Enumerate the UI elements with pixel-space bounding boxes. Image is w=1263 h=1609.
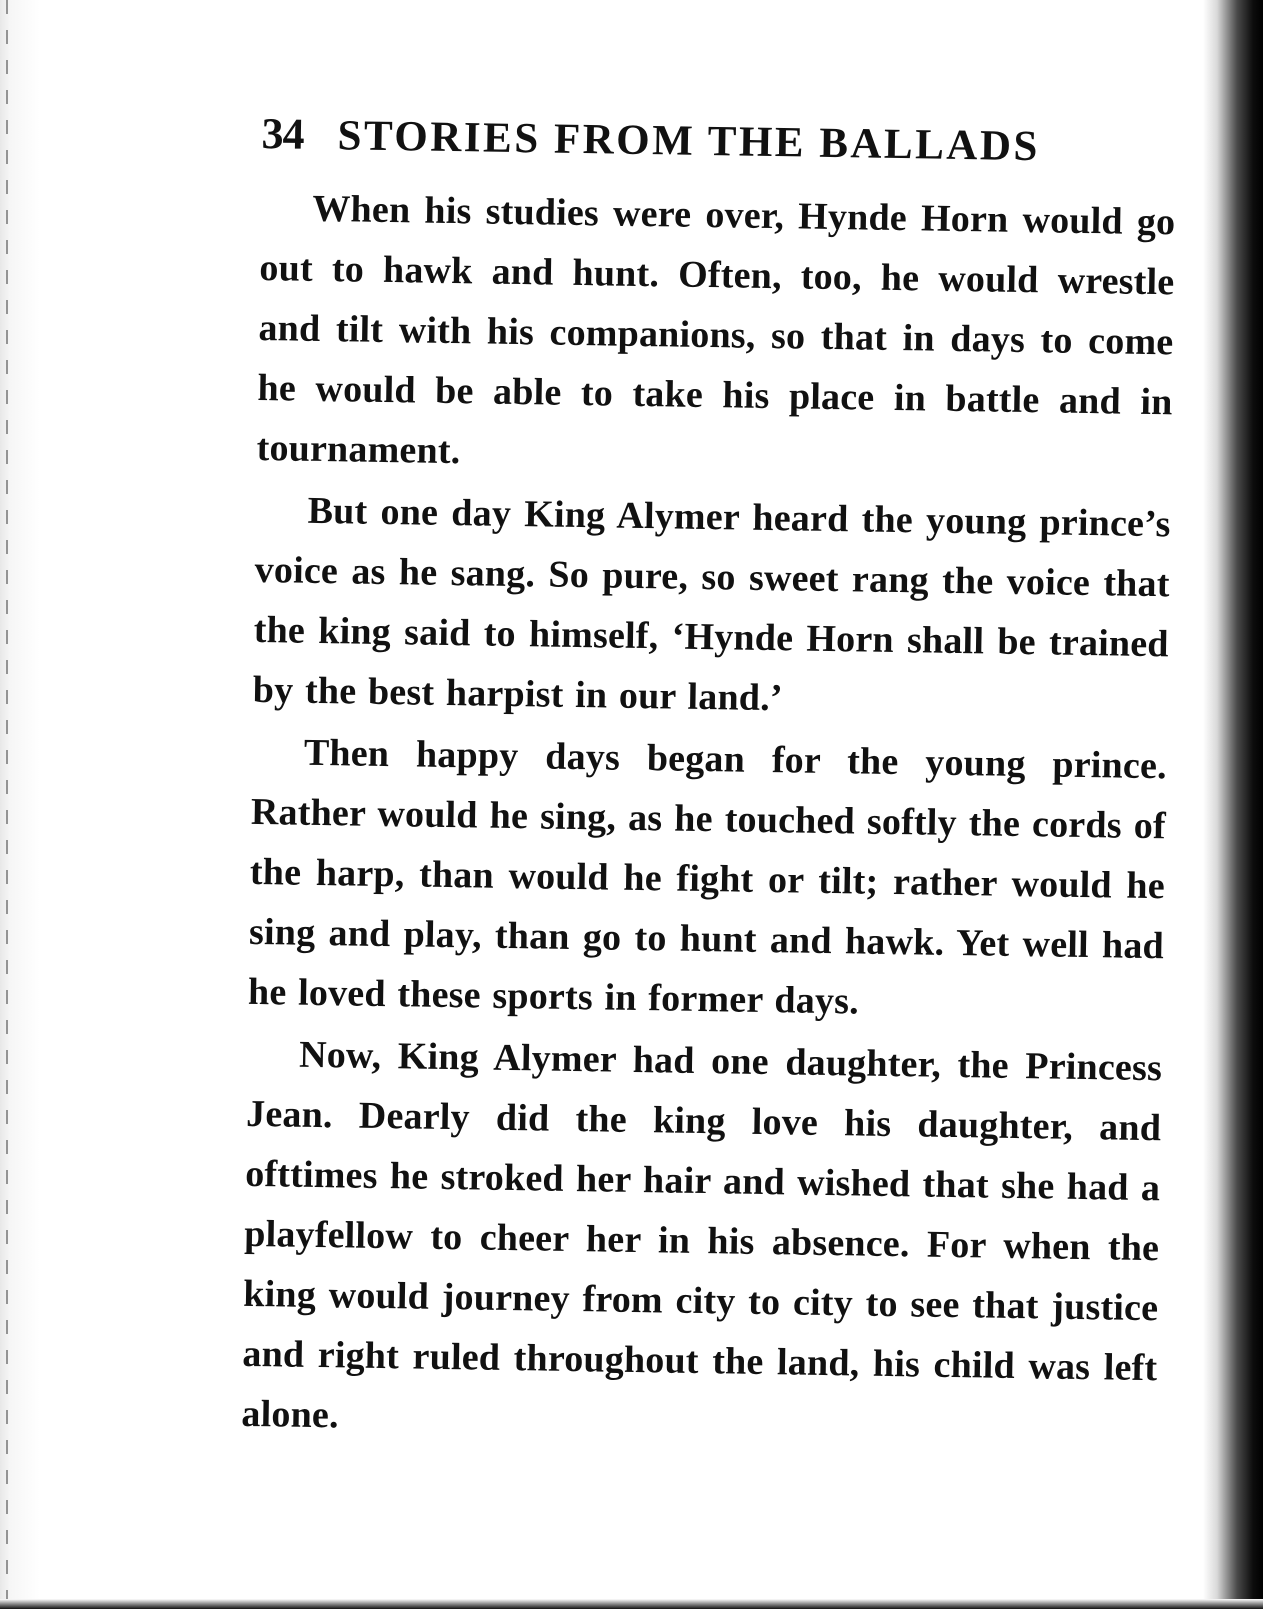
book-page (241, 108, 1177, 1458)
paragraph-1: When his studies were over, Hynde Horn would go out to hawk and hunt. Often, too, he would wrestle and tilt with his companions, so that in days to come he would be able to take his place in battle and in tournament. (256, 187, 1176, 473)
book-title: STORIES FROM THE BALLADS (337, 112, 1041, 171)
scan-left-edge (0, 0, 40, 1609)
scan-bottom-edge (0, 1599, 1263, 1609)
paragraph-3: Then happy days began for the young prince. Rather would he sing, as he touched softly the cords of the harp, than would he fight or tilt; rather would he sing and play, than go to hunt and hawk. Yet well had he loved these sports in former days. (247, 731, 1168, 1023)
paragraph-2: But one day King Alymer heard the young prince’s voice as he sang. So pure, so sweet rang the voice that the king said to himself, ‘Hynde Horn shall be trained by the best harpist in our land.’ (252, 489, 1171, 720)
page-number: 34 (261, 108, 304, 159)
paragraph-4: Now, King Alymer had one daughter, the Princess Jean. Dearly did the king love his daughter, and ofttimes he stroked her hair and wished that she had a playfellow to cheer her in his absence. For when the king would journey from city to city to see that justice and right ruled throughout the land, his child was left alone. (241, 1033, 1163, 1437)
scan-right-edge (1203, 0, 1263, 1609)
running-head (261, 108, 1177, 174)
